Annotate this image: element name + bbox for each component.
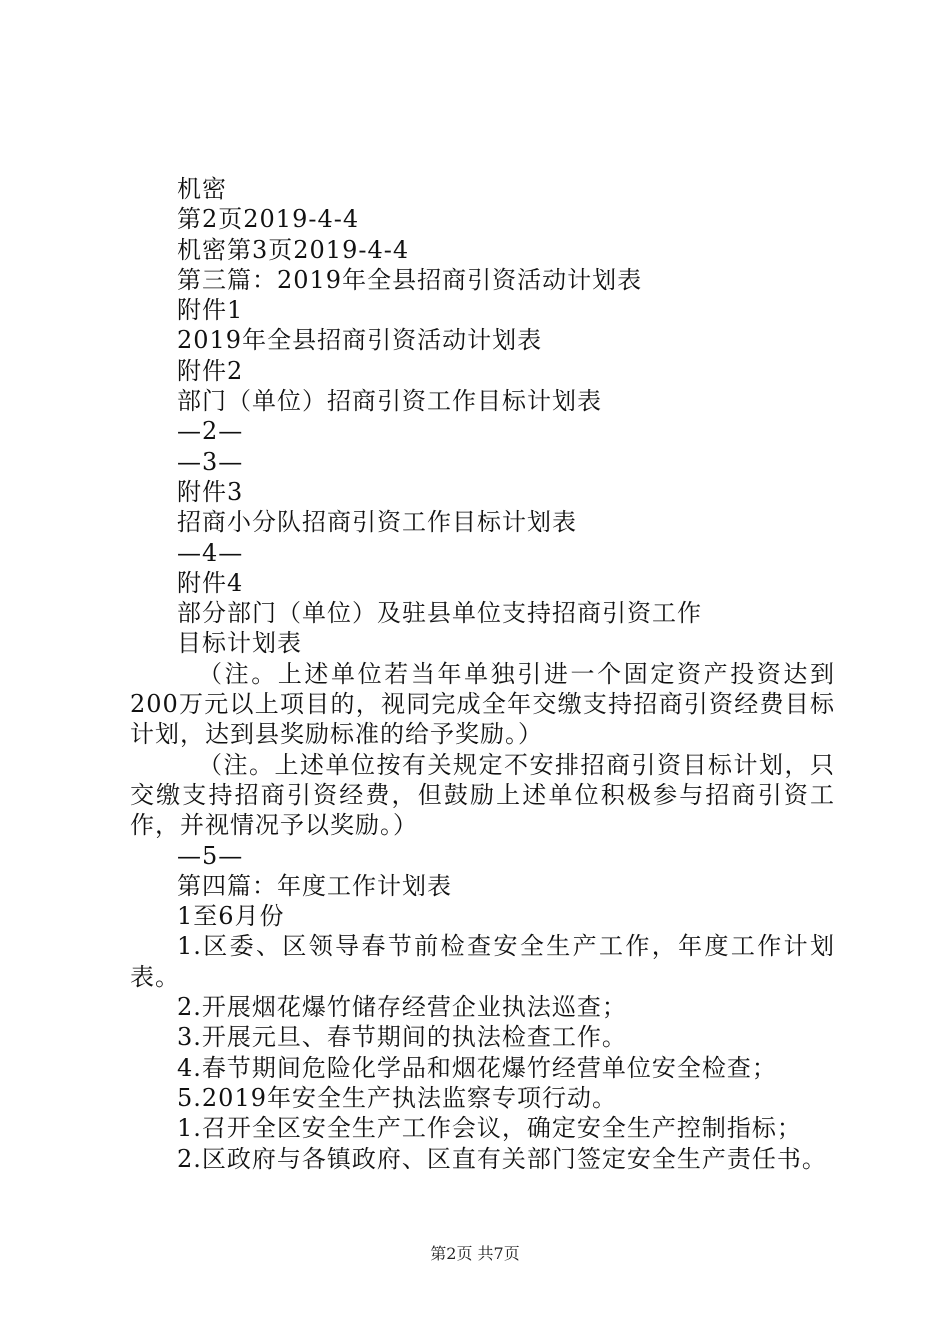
attachment-label: 附件1 bbox=[177, 296, 244, 325]
list-item: 4.春节期间危险化学品和烟花爆竹经营单位安全检查； bbox=[177, 1053, 777, 1082]
text-line: 第2页2019-4-4 bbox=[177, 205, 360, 234]
page-mark: —2— bbox=[177, 417, 244, 446]
list-item: 3.开展元旦、春节期间的执法检查工作。 bbox=[177, 1023, 627, 1052]
document-body bbox=[130, 174, 835, 1174]
page-mark: —3— bbox=[177, 447, 244, 476]
list-item: 1.召开全区安全生产工作会议，确定安全生产控制指标； bbox=[177, 1114, 802, 1143]
text-line: 机密第3页2019-4-4 bbox=[177, 235, 410, 264]
attachment-label: 附件4 bbox=[177, 568, 244, 597]
attachment-label: 附件3 bbox=[177, 477, 244, 506]
note-paragraph: （注。上述单位按有关规定不安排招商引资目标计划，只交缴支持招商引资经费，但鼓励上述单位积极参与招商引资工作，并视情况予以奖励。） bbox=[130, 750, 835, 840]
text-line: 机密 bbox=[177, 175, 227, 203]
text-line: 2019年全县招商引资活动计划表 bbox=[177, 326, 543, 355]
page-mark: —5— bbox=[177, 841, 244, 870]
list-item: 5.2019年安全生产执法监察专项行动。 bbox=[177, 1083, 617, 1112]
list-item: 1.区委、区领导春节前检查安全生产工作，年度工作计划表。 bbox=[130, 932, 835, 991]
list-item: 2.区政府与各镇政府、区直有关部门签定安全生产责任书。 bbox=[177, 1144, 827, 1173]
attachment-label: 附件2 bbox=[177, 356, 244, 385]
section-title: 第四篇：年度工作计划表 bbox=[177, 871, 452, 900]
note-paragraph: （注。上述单位若当年单独引进一个固定资产投资达到200万元以上项目的，视同完成全年交缴支持招商引资经费目标计划，达到县奖励标准的给予奖励。） bbox=[130, 659, 835, 749]
list-item: 2.开展烟花爆竹储存经营企业执法巡查； bbox=[177, 993, 627, 1022]
page-mark: —4— bbox=[177, 538, 244, 567]
period-label: 1至6月份 bbox=[177, 902, 285, 931]
text-line: 部分部门（单位）及驻县单位支持招商引资工作 bbox=[177, 599, 702, 628]
section-title: 第三篇：2019年全县招商引资活动计划表 bbox=[177, 265, 643, 294]
text-line: 招商小分队招商引资工作目标计划表 bbox=[177, 508, 577, 537]
page-footer: 第2页 共7页 bbox=[430, 1244, 520, 1263]
text-line: 目标计划表 bbox=[177, 629, 302, 658]
text-line: 部门（单位）招商引资工作目标计划表 bbox=[177, 387, 602, 416]
